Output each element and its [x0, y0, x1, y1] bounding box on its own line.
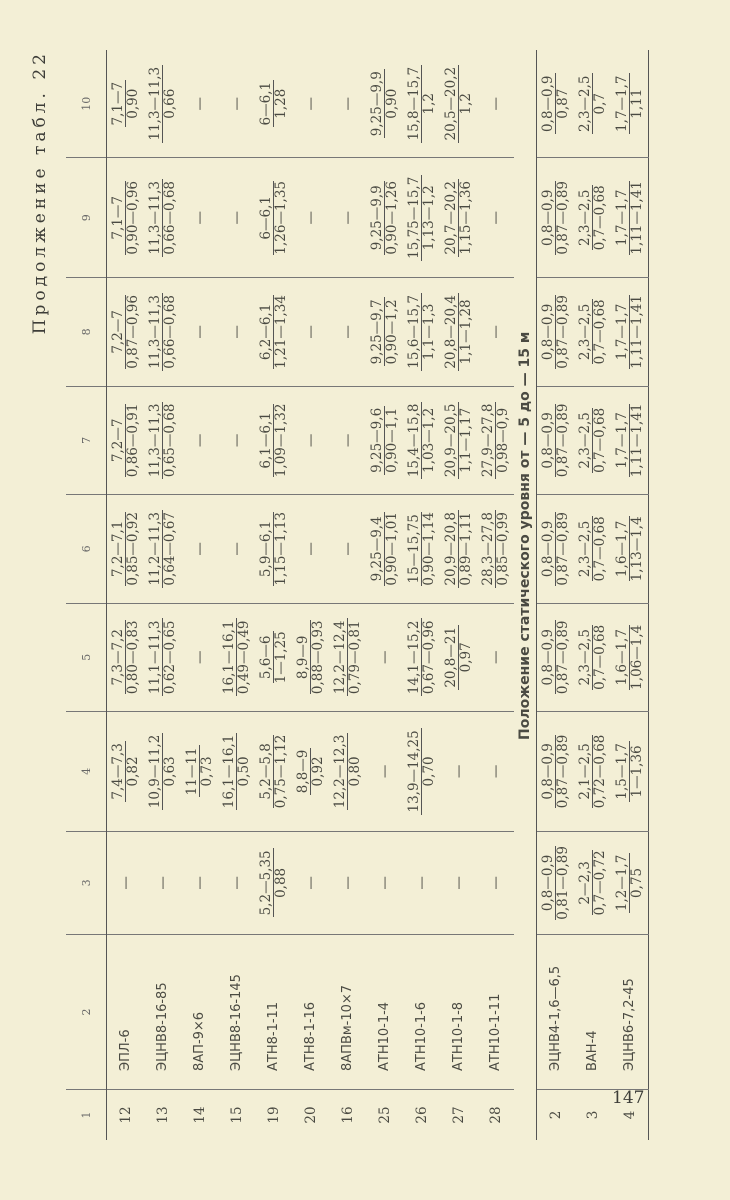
table-caption: Продолжение табл. 22	[30, 50, 50, 335]
cell-c3: 5,2—5,35 0,88	[255, 831, 292, 934]
cell-c9: 0,8—0,9 0,87—0,89	[537, 158, 575, 278]
cell-c7: 9,25—9,6 0,90—1,1	[366, 386, 403, 494]
cell-c5: 20,8—21 0,97	[440, 603, 477, 711]
cell-c3: —	[440, 831, 477, 934]
table-row	[329, 50, 366, 1140]
cell-c9: —	[292, 158, 329, 278]
cell-c10: 20,5—20,2 1,2	[440, 50, 477, 158]
cell-c10: —	[218, 50, 255, 158]
cell-c8: 6,2—6,1 1,21—1,34	[255, 278, 292, 386]
cell-c10: —	[292, 50, 329, 158]
table-row	[292, 50, 329, 1140]
cell-c5: 14,1—15,2 0,67—0,96	[403, 603, 440, 711]
cell-id: 26	[413, 1106, 430, 1124]
cell-c4: 5,2—5,8 0,75—1,12	[255, 712, 292, 832]
cell-id: 16	[339, 1106, 356, 1124]
rotated-table-frame	[30, 50, 670, 1140]
cell-c5: 2,3—2,5 0,7—0,68	[574, 603, 611, 711]
cell-id: 14	[191, 1106, 208, 1124]
cell-c8: 0,8—0,9 0,87—0,89	[537, 278, 575, 386]
table-body-bottom	[537, 50, 649, 1140]
cell-c6: 2,3—2,5 0,7—0,68	[574, 495, 611, 603]
cell-c9: —	[329, 158, 366, 278]
cell-c9: 20,7—20,2 1,15—1,36	[440, 158, 477, 278]
cell-c3: —	[181, 831, 218, 934]
cell-c7: —	[181, 386, 218, 494]
cell-c9: —	[181, 158, 218, 278]
cell-c8: 11,3—11,3 0,66—0,68	[144, 278, 181, 386]
table-row	[477, 50, 514, 1140]
cell-c8: —	[329, 278, 366, 386]
cell-c6: 7,2—7,1 0,85—0,92	[107, 495, 145, 603]
cell-c5: —	[366, 603, 403, 711]
cell-c9: 1,7—1,7 1,11—1,41	[611, 158, 649, 278]
cell-id: 28	[487, 1106, 504, 1124]
cell-name: ЭЦНВ4-1,6—6,5	[537, 935, 575, 1090]
cell-c4: 12,2—12,3 0,80	[329, 712, 366, 832]
cell-c3: —	[292, 831, 329, 934]
cell-id: 20	[302, 1106, 319, 1124]
cell-id: 19	[265, 1106, 282, 1124]
cell-id: 2	[537, 1090, 575, 1141]
cell-c7: 2,3—2,5 0,7—0,68	[574, 386, 611, 494]
cell-c3: —	[144, 831, 181, 934]
cell-name: ЭЦНВ6-7,2-45	[611, 935, 649, 1090]
table-row	[611, 50, 649, 1140]
cell-c5: —	[181, 603, 218, 711]
column-header-5: 5	[66, 603, 107, 711]
table-row	[218, 50, 255, 1140]
cell-c7: 11,3—11,3 0,65—0,68	[144, 386, 181, 494]
cell-c6: 9,25—9,4 0,90—1,01	[366, 495, 403, 603]
cell-id: 4	[621, 1110, 638, 1120]
cell-c10: 1,7—1,7 1,11	[611, 50, 649, 158]
cell-name: АТН10-1-11	[477, 935, 514, 1090]
cell-id: 12	[117, 1106, 134, 1124]
cell-c5: 16,1—16,1 0,49—0,49	[218, 603, 255, 711]
cell-c7: 1,7—1,7 1,11—1,41	[611, 386, 649, 494]
cell-c4: 13,9—14,25 0,70	[403, 712, 440, 832]
cell-c4: —	[440, 712, 477, 832]
cell-name: ЭЦНВ8-16-145	[218, 935, 255, 1090]
cell-c8: 9,25—9,7 0,90—1,2	[366, 278, 403, 386]
cell-c5: 5,6—6 1—1,25	[255, 603, 292, 711]
cell-c7: 15,4—15,8 1,03—1,2	[403, 386, 440, 494]
cell-c6: 15—15,75 0,90—1,14	[403, 495, 440, 603]
cell-c6: —	[181, 495, 218, 603]
column-header-1: 1	[66, 1090, 107, 1141]
cell-c4: 7,4—7,3 0,82	[107, 712, 145, 832]
cell-c4: 10,9—11,2 0,63	[144, 712, 181, 832]
cell-c4: 16,1—16,1 0,50	[218, 712, 255, 832]
cell-c7: 6,1—6,1 1,09—1,32	[255, 386, 292, 494]
cell-c10: 15,8—15,7 1,2	[403, 50, 440, 158]
column-header-3: 3	[66, 831, 107, 934]
cell-c6: —	[292, 495, 329, 603]
cell-c4: —	[366, 712, 403, 832]
cell-c3: —	[477, 831, 514, 934]
column-header-10: 10	[66, 50, 107, 158]
cell-c6: 1,6—1,7 1,13—1,4	[611, 495, 649, 603]
table-row	[255, 50, 292, 1140]
cell-c8: 20,8—20,4 1,1—1,28	[440, 278, 477, 386]
cell-c6: 0,8—0,9 0,87—0,89	[537, 495, 575, 603]
cell-c4: 2,1—2,5 0,72—0,68	[574, 712, 611, 832]
table-row	[366, 50, 403, 1140]
table-row	[181, 50, 218, 1140]
cell-c3: —	[403, 831, 440, 934]
cell-c10: 7,1—7 0,90	[107, 50, 145, 158]
cell-c9: 15,75—15,7 1,13—1,2	[403, 158, 440, 278]
cell-c9: —	[218, 158, 255, 278]
cell-c5: 11,1—11,3 0,62—0,65	[144, 603, 181, 711]
table-row	[574, 50, 611, 1140]
cell-c6: 20,9—20,8 0,89—1,11	[440, 495, 477, 603]
cell-c7: 0,8—0,9 0,87—0,89	[537, 386, 575, 494]
cell-c3: —	[366, 831, 403, 934]
cell-c8: 15,6—15,7 1,1—1,3	[403, 278, 440, 386]
column-header-9: 9	[66, 158, 107, 278]
cell-c5: 0,8—0,9 0,87—0,89	[537, 603, 575, 711]
cell-c9: 9,25—9,9 0,90—1,26	[366, 158, 403, 278]
column-header-6: 6	[66, 495, 107, 603]
cell-c9: 11,3—11,3 0,66—0,68	[144, 158, 181, 278]
cell-name: 8АП-9×6	[181, 935, 218, 1090]
cell-c4: 8,8—9 0,92	[292, 712, 329, 832]
cell-c6: 5,9—6,1 1,15—1,13	[255, 495, 292, 603]
cell-c10: 11,3—11,3 0,66	[144, 50, 181, 158]
cell-c6: —	[218, 495, 255, 603]
cell-c8: —	[477, 278, 514, 386]
header-row	[66, 50, 107, 1140]
cell-c8: —	[218, 278, 255, 386]
cell-c4: 11—11 0,73	[181, 712, 218, 832]
cell-c3: 0,8—0,9 0,81—0,89	[537, 831, 575, 934]
cell-c10: 0,8—0,9 0,87	[537, 50, 575, 158]
cell-c3: —	[218, 831, 255, 934]
cell-c5: 8,9—9 0,88—0,93	[292, 603, 329, 711]
cell-c6: 28,3—27,8 0,85—0,99	[477, 495, 514, 603]
cell-c10: —	[329, 50, 366, 158]
cell-c10: 2,3—2,5 0,7	[574, 50, 611, 158]
column-header-8: 8	[66, 278, 107, 386]
cell-id: 3	[584, 1110, 601, 1120]
column-header-4: 4	[66, 712, 107, 832]
cell-id: 13	[154, 1106, 171, 1124]
cell-c5: 7,3—7,2 0,80—0,83	[107, 603, 145, 711]
page-number: 147	[612, 1088, 645, 1108]
cell-c5: —	[477, 603, 514, 711]
cell-c8: —	[181, 278, 218, 386]
data-table	[66, 50, 653, 1140]
cell-id: 25	[376, 1106, 393, 1124]
cell-c8: 7,2—7 0,87—0,96	[107, 278, 145, 386]
cell-name: АТН8-1-11	[255, 935, 292, 1090]
cell-name: ЭЦНВ8-16-85	[144, 935, 181, 1090]
cell-c10: —	[477, 50, 514, 158]
cell-c8: 2,3—2,5 0,7—0,68	[574, 278, 611, 386]
table-row	[144, 50, 181, 1140]
cell-c10: —	[181, 50, 218, 158]
table-row	[440, 50, 477, 1140]
column-header-7: 7	[66, 386, 107, 494]
cell-c9: —	[477, 158, 514, 278]
cell-c9: 6—6,1 1,26—1,35	[255, 158, 292, 278]
cell-c10: 9,25—9,9 0,90	[366, 50, 403, 158]
section-header	[514, 50, 537, 1140]
cell-c8: 1,7—1,7 1,11—1,41	[611, 278, 649, 386]
cell-name: АТН10-1-4	[366, 935, 403, 1090]
cell-c10: 6—6,1 1,28	[255, 50, 292, 158]
cell-c4: 1,5—1,7 1—1,36	[611, 712, 649, 832]
table-row	[403, 50, 440, 1140]
cell-id: 27	[450, 1106, 467, 1124]
cell-c3: —	[329, 831, 366, 934]
cell-c6: 11,2—11,3 0,64—0,67	[144, 495, 181, 603]
cell-c5: 12,2—12,4 0,79—0,81	[329, 603, 366, 711]
cell-c3: —	[107, 831, 145, 934]
cell-name: АТН10-1-8	[440, 935, 477, 1090]
cell-c4: —	[477, 712, 514, 832]
cell-name: АТН8-1-16	[292, 935, 329, 1090]
cell-name: ЭПЛ-6	[107, 935, 145, 1090]
section-title: Положение статического уровня от — 5 до — 15 м	[517, 331, 533, 740]
cell-c7: —	[329, 386, 366, 494]
table-row	[537, 50, 575, 1140]
cell-c6: —	[329, 495, 366, 603]
cell-c3: 2—2,3 0,7—0,72	[574, 831, 611, 934]
cell-name: АТН10-1-6	[403, 935, 440, 1090]
cell-c7: 20,9—20,5 1,1—1,17	[440, 386, 477, 494]
cell-c7: 27,9—27,8 0,98—0,9	[477, 386, 514, 494]
column-header-2: 2	[66, 935, 107, 1090]
cell-c9: 2,3—2,5 0,7—0,68	[574, 158, 611, 278]
cell-c5: 1,6—1,7 1,06—1,4	[611, 603, 649, 711]
cell-name: 8АПВм-10×7	[329, 935, 366, 1090]
cell-c3: 1,2—1,7 0,75	[611, 831, 649, 934]
table-row	[107, 50, 145, 1140]
cell-c8: —	[292, 278, 329, 386]
table-body-top	[107, 50, 515, 1140]
cell-c7: —	[292, 386, 329, 494]
cell-c7: 7,2—7 0,86—0,91	[107, 386, 145, 494]
cell-c7: —	[218, 386, 255, 494]
cell-name: ВАН-4	[574, 935, 611, 1090]
cell-c4: 0,8—0,9 0,87—0,89	[537, 712, 575, 832]
cell-id: 15	[228, 1106, 245, 1124]
cell-c9: 7,1—7 0,90—0,96	[107, 158, 145, 278]
